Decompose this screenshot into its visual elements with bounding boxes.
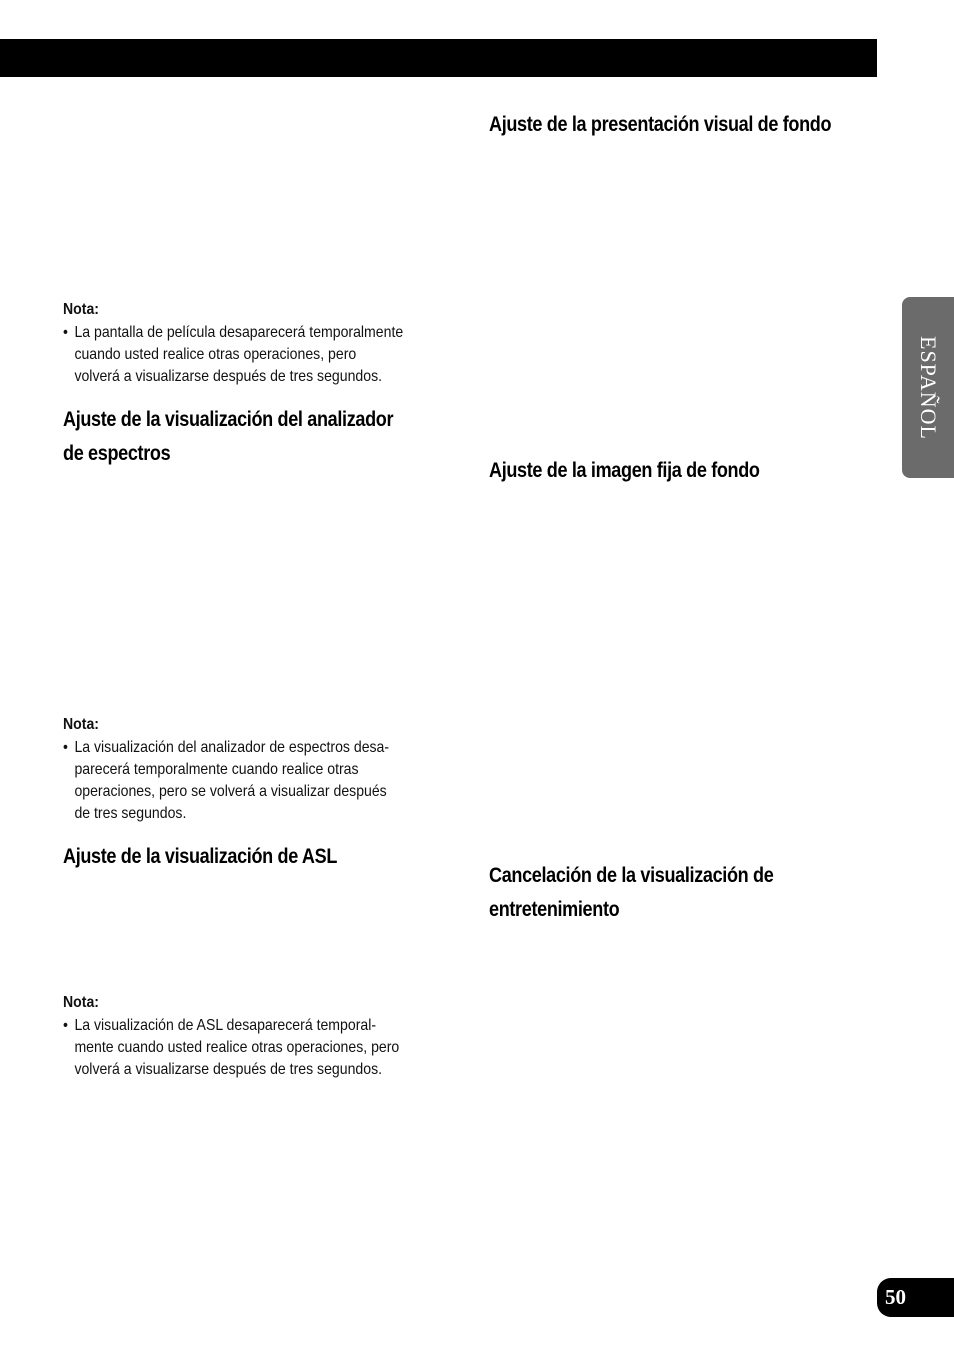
heading-asl: Ajuste de la visualización de ASL: [63, 845, 338, 868]
language-tab-label: ESPAÑOL: [916, 335, 941, 440]
note-title: Nota:: [63, 994, 99, 1011]
bullet: •: [63, 739, 68, 756]
note-line: cuando usted realice otras operaciones, pero: [74, 346, 357, 363]
heading-cancel-entertainment: [489, 859, 773, 927]
note-line: La pantalla de película desaparecerá temporalmente: [74, 324, 404, 341]
note-movie: [63, 299, 463, 388]
note-line: La visualización de ASL desaparecerá temporal-: [74, 1017, 377, 1034]
heading-line: Ajuste de la visualización del analizador: [63, 408, 394, 431]
note-line: volverá a visualizarse después de tres segundos.: [74, 1061, 383, 1078]
note-line: de tres segundos.: [74, 805, 187, 822]
note-line: volverá a visualizarse después de tres segundos.: [74, 368, 383, 385]
note-line: operaciones, pero se volverá a visualizar después: [74, 783, 387, 800]
heading-line: Cancelación de la visualización de: [489, 864, 774, 887]
note-title: Nota:: [63, 301, 99, 318]
note-asl: [63, 992, 463, 1081]
heading-line: entretenimiento: [489, 898, 620, 921]
heading-still-image: Ajuste de la imagen fija de fondo: [489, 459, 760, 482]
note-line: mente cuando usted realice otras operaciones, pero: [74, 1039, 400, 1056]
note-spectrum: [63, 714, 463, 825]
heading-spectrum-analyzer: [63, 403, 393, 471]
header-bar: [0, 39, 877, 77]
heading-line: de espectros: [63, 442, 171, 465]
note-title: Nota:: [63, 716, 99, 733]
page-number: 50: [885, 1285, 906, 1309]
heading-background-display: Ajuste de la presentación visual de fondo: [489, 113, 832, 136]
note-bullet-item: [63, 322, 462, 388]
note-line: La visualización del analizador de espectros desa-: [74, 739, 390, 756]
bullet: •: [63, 1017, 68, 1034]
note-line: parecerá temporalmente cuando realice otras: [74, 761, 359, 778]
note-bullet-item: [63, 737, 462, 825]
page-number-tab: [877, 1278, 954, 1317]
language-tab: [902, 297, 954, 478]
bullet: •: [63, 324, 68, 341]
note-bullet-item: [63, 1015, 462, 1081]
